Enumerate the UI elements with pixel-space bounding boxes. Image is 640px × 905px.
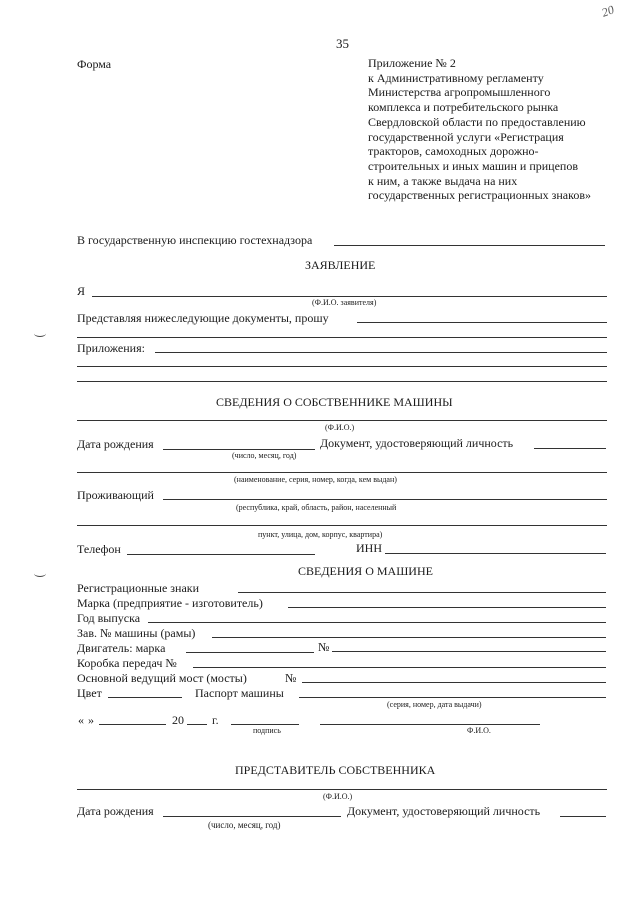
phone-line[interactable] [127,554,315,555]
appendix-line: Свердловской области по предоставлению [368,114,586,129]
date-month-line[interactable] [99,724,166,725]
signer-fio-hint: Ф.И.О. [467,726,491,735]
machine-section-title: СВЕДЕНИЯ О МАШИНЕ [298,564,433,578]
signature-line[interactable] [231,724,299,725]
rep-identity-doc-line[interactable] [560,816,606,817]
axle-line[interactable] [302,682,606,683]
scan-mark [34,330,46,337]
document-title: ЗАЯВЛЕНИЕ [305,258,376,272]
signer-fio-line[interactable] [320,724,540,725]
page-number: 35 [336,36,349,51]
color-line[interactable] [108,697,182,698]
rep-identity-doc-label: Документ, удостоверяющий личность [347,804,541,818]
phone-label: Телефон [77,542,121,556]
attachments-line[interactable] [77,366,607,367]
rep-birth-date-hint: (число, месяц, год) [208,820,281,830]
appendix-line: государственной услуги «Регистрация [368,129,564,144]
corner-page-mark: 20 [599,2,616,20]
passport-label: Паспорт машины [195,686,284,700]
address-line[interactable] [77,525,607,526]
engine-brand-line[interactable] [186,652,314,653]
appendix-block [368,56,591,203]
appendix-line: Приложение № 2 [368,56,456,70]
rep-fio-line[interactable] [77,789,607,790]
inn-label: ИНН [356,541,382,555]
request-line[interactable] [357,322,607,323]
birth-date-line[interactable] [163,449,315,450]
address-line[interactable] [163,499,607,500]
to-inspection-label: В государственную инспекцию гостехнадзора [77,233,313,247]
appendix-line: строительных и иных машин и прицепов [368,158,579,173]
reg-signs-label: Регистрационные знаки [77,581,200,595]
brand-maker-line[interactable] [288,607,606,608]
i-label: Я [77,284,86,298]
residing-label: Проживающий [77,488,154,502]
rep-birth-date-line[interactable] [163,816,341,817]
year-prefix: 20 [172,713,184,727]
appendix-line: к ним, а также выдача на них [368,173,518,188]
address-hint-2: пункт, улица, дом, корпус, квартира) [258,530,383,539]
attachments-label: Приложения: [77,341,145,355]
form-label: Форма [77,57,112,71]
identity-doc-line[interactable] [534,448,606,449]
axle-label: Основной ведущий мост (мосты) [77,671,247,685]
inn-line[interactable] [385,553,606,554]
passport-hint: (серия, номер, дата выдачи) [387,700,482,709]
attachments-line[interactable] [77,381,607,382]
presenting-label: Представляя нижеследующие документы, прошу [77,311,329,325]
brand-maker-label: Марка (предприятие - изготовитель) [77,596,263,610]
appendix-line: комплекса и потребительского рынка [368,100,559,115]
engine-number-line[interactable] [332,651,606,652]
owner-section-title: СВЕДЕНИЯ О СОБСТВЕННИКЕ МАШИНЫ [216,395,453,409]
gearbox-label: Коробка передач № [77,656,177,670]
applicant-fio-line[interactable] [92,296,607,297]
appendix-line: к Административному регламенту [368,70,544,85]
owner-fio-line[interactable] [77,420,607,421]
request-line[interactable] [77,337,607,338]
identity-doc-details-line[interactable] [77,472,607,473]
rep-fio-hint: (Ф.И.О.) [323,792,353,801]
year-suffix: г. [212,713,219,727]
identity-doc-label: Документ, удостоверяющий личность [320,436,514,450]
engine-number-sign: № [318,640,330,654]
signature-hint: подпись [253,726,281,735]
applicant-fio-hint: (Ф.И.О. заявителя) [312,298,377,307]
serial-line[interactable] [212,637,606,638]
appendix-line: тракторов, самоходных дорожно- [368,144,539,159]
attachments-line[interactable] [155,352,607,353]
representative-section-title: ПРЕДСТАВИТЕЛЬ СОБСТВЕННИКА [235,763,436,777]
rep-birth-date-label: Дата рождения [77,804,154,818]
date-quote-close: » [88,713,94,727]
birth-date-label: Дата рождения [77,437,154,451]
scan-mark [34,570,46,577]
date-year-line[interactable] [187,724,207,725]
gearbox-line[interactable] [193,667,606,668]
year-label: Год выпуска [77,611,141,625]
date-quote-open: « [78,713,84,727]
serial-label: Зав. № машины (рамы) [77,626,196,640]
address-hint-1: (республика, край, область, район, населенный [236,503,397,512]
year-line[interactable] [148,622,606,623]
inspection-line[interactable] [334,245,605,246]
passport-line[interactable] [299,697,606,698]
appendix-line: Министерства агропромышленного [368,85,551,100]
identity-doc-hint: (наименование, серия, номер, когда, кем выдан) [234,475,397,484]
owner-fio-hint: (Ф.И.О.) [325,423,355,432]
color-label: Цвет [77,686,102,700]
axle-number-sign: № [285,671,297,685]
reg-signs-line[interactable] [238,592,606,593]
appendix-line: государственных регистрационных знаков» [368,188,592,203]
engine-label: Двигатель: марка [77,641,166,655]
birth-date-hint: (число, месяц, год) [232,451,297,460]
